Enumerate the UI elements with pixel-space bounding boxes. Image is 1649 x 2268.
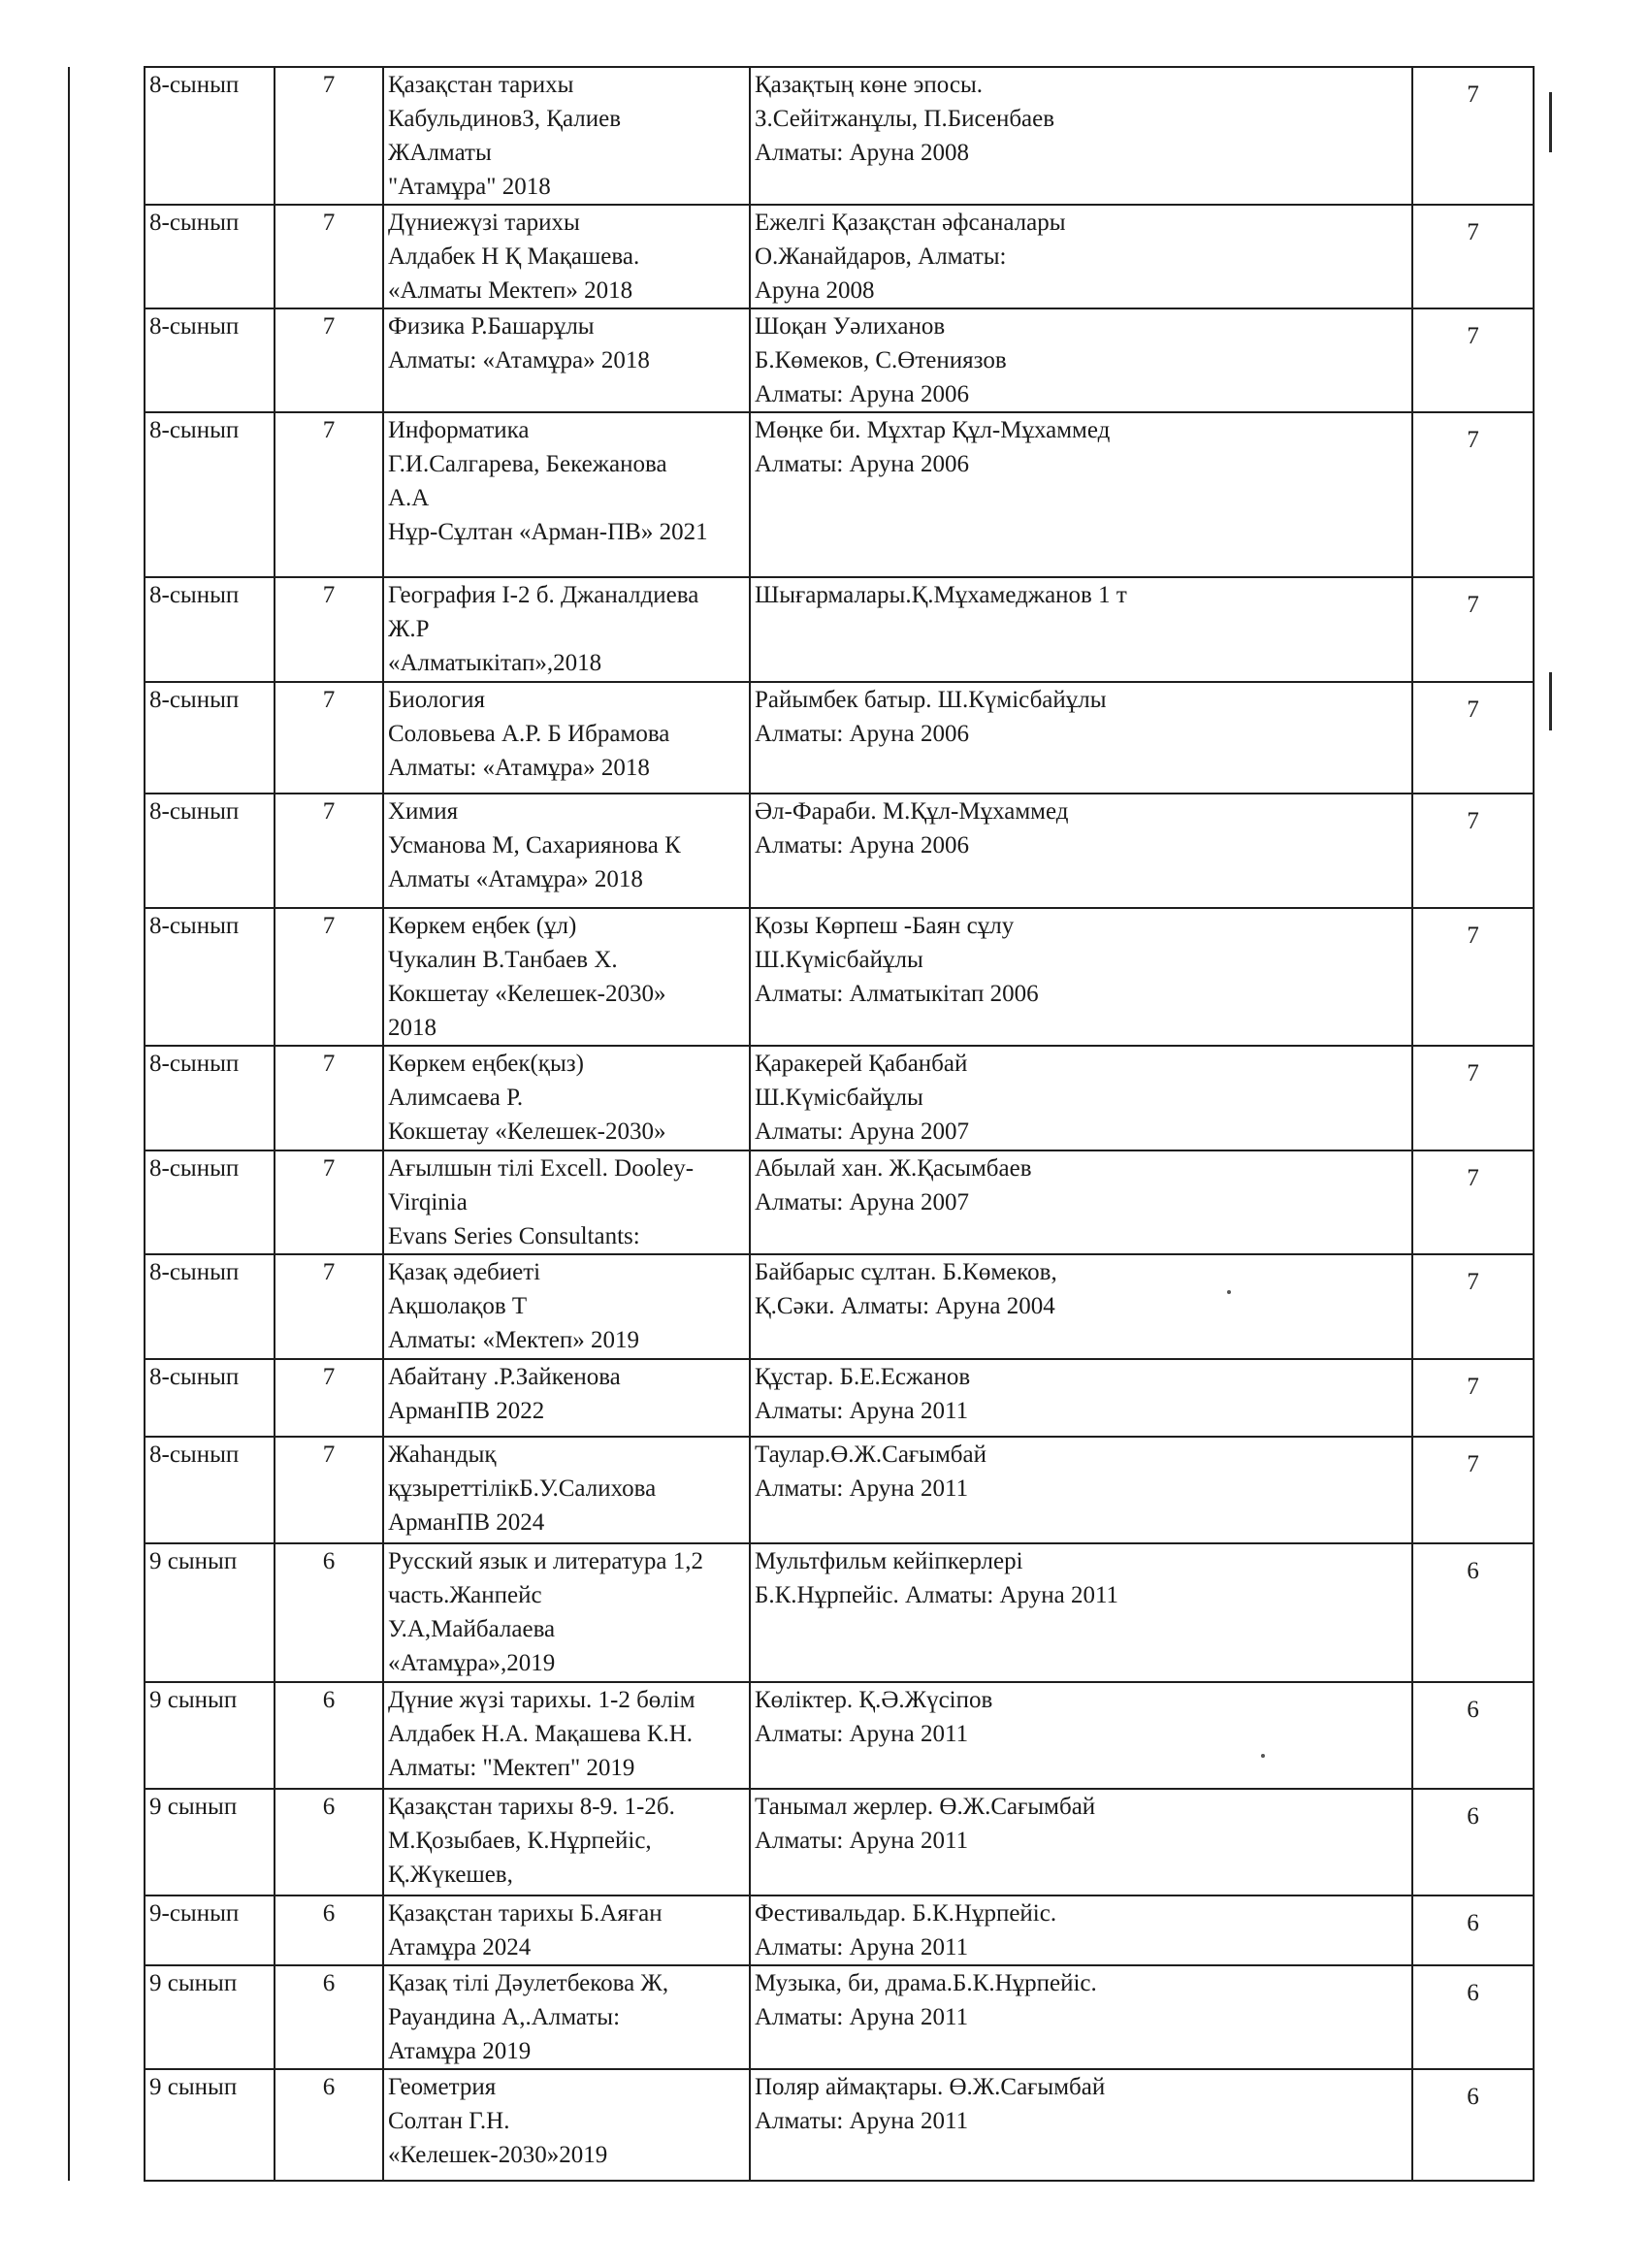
table-row [69,1254,1534,1359]
fiction-line: Алматы: Аруна 2011 [755,1828,969,1854]
fiction-line: Құстар. Б.Е.Есжанов [755,1364,971,1390]
fiction-book-cell [750,577,1412,682]
count-cell: 7 [275,682,383,794]
textbook-cell [383,1543,750,1682]
fiction-line: Алматы: Аруна 2011 [755,1475,969,1502]
blank-cell [69,1254,145,1359]
table-body [69,67,1534,2181]
scan-speck [1261,1754,1265,1758]
quantity-cell: 7 [1412,1254,1534,1359]
fiction-line: Поляр аймақтары. Ө.Ж.Сағымбай [755,2074,1106,2100]
textbook-line: Ақшолақов Т [388,1293,528,1319]
fiction-line: Әл-Фараби. М.Құл-Мұхаммед [755,798,1069,825]
textbook-cell [383,908,750,1046]
grade-cell: 9 сынып [145,1789,275,1895]
textbook-line: Рауандина А,.Алматы: [388,2004,621,2030]
grade-cell: 9 сынып [145,1543,275,1682]
fiction-line: Б.К.Нұрпейіс. Алматы: Аруна 2011 [755,1582,1119,1608]
textbook-line: Абайтану .Р.Зайкенова [388,1364,621,1390]
textbook-line: Evans Series Consultants: [388,1223,640,1249]
fiction-line: Райымбек батыр. Ш.Күмісбайұлы [755,687,1107,713]
table-row [69,1437,1534,1543]
fiction-line: Қозы Көрпеш -Баян сұлу [755,913,1015,939]
fiction-line: Фестивальдар. Б.К.Нұрпейіс. [755,1900,1057,1927]
fiction-line: Көліктер. Қ.Ә.Жүсіпов [755,1687,993,1713]
textbook-line: АрманПВ 2022 [388,1398,545,1424]
fiction-line: Алматы: Аруна 2006 [755,721,969,747]
table-row [69,682,1534,794]
fiction-book-cell [750,682,1412,794]
textbook-cell [383,1789,750,1895]
textbook-line: Қазақ әдебиеті [388,1259,541,1285]
fiction-book-cell [750,1437,1412,1543]
table-row [69,908,1534,1046]
blank-cell [69,1543,145,1682]
textbook-line: «Келешек-2030»2019 [388,2142,608,2168]
textbook-line: М.Қозыбаев, К.Нұрпейіс, [388,1828,652,1854]
grade-cell: 8-сынып [145,577,275,682]
textbook-line: Көркем еңбек (ұл) [388,913,577,939]
grade-cell: 8-сынып [145,1254,275,1359]
fiction-book-cell [750,412,1412,577]
blank-cell [69,205,145,308]
fiction-line: Ежелгі Қазақстан әфсаналары [755,210,1066,236]
textbook-cell [383,2069,750,2181]
count-cell: 6 [275,1789,383,1895]
quantity-cell: 7 [1412,412,1534,577]
textbook-line: "Атамұра" 2018 [388,174,551,200]
textbook-cell [383,794,750,908]
count-cell: 6 [275,1543,383,1682]
textbook-line: АрманПВ 2024 [388,1509,545,1536]
grade-cell: 8-сынып [145,308,275,412]
fiction-line: Алматы: Аруна 2011 [755,2004,969,2030]
grade-cell: 8-сынып [145,794,275,908]
textbook-line: Геометрия [388,2074,497,2100]
textbook-line: Ж.Р [388,616,430,642]
fiction-line: З.Сейітжанұлы, П.Бисенбаев [755,106,1055,132]
fiction-line: Алматы: Аруна 2007 [755,1118,969,1145]
textbook-line: Нұр-Сұлтан «Арман-ПВ» 2021 [388,519,708,545]
count-cell: 6 [275,1895,383,1965]
fiction-book-cell [750,1046,1412,1150]
textbook-line: 2018 [388,1015,436,1041]
count-cell: 7 [275,1150,383,1254]
textbook-line: Усманова М, Сахариянова К [388,832,681,859]
table-row [69,1895,1534,1965]
table-row [69,1046,1534,1150]
grade-cell: 9 сынып [145,1965,275,2069]
textbook-cell [383,1359,750,1437]
quantity-cell: 7 [1412,908,1534,1046]
textbook-line: Алматы: «Мектеп» 2019 [388,1327,640,1353]
fiction-line: Аруна 2008 [755,277,875,304]
blank-cell [69,682,145,794]
count-cell: 7 [275,205,383,308]
count-cell: 7 [275,67,383,205]
textbook-cell [383,1046,750,1150]
blank-cell [69,1359,145,1437]
blank-cell [69,1150,145,1254]
textbook-line: У.А,Майбалаева [388,1616,556,1642]
fiction-line: О.Жанайдаров, Алматы: [755,243,1007,270]
scan-speck [1227,1290,1231,1294]
fiction-book-cell [750,308,1412,412]
textbook-cell [383,682,750,794]
count-cell: 6 [275,2069,383,2181]
textbook-line: Атамұра 2019 [388,2038,532,2064]
fiction-book-cell [750,1359,1412,1437]
quantity-cell: 6 [1412,2069,1534,2181]
blank-cell [69,1437,145,1543]
textbook-cell [383,308,750,412]
textbook-cell [383,1254,750,1359]
fiction-line: Алматы: Аруна 2011 [755,1721,969,1747]
fiction-line: Ш.Күмісбайұлы [755,1085,923,1111]
grade-cell: 8-сынып [145,682,275,794]
grade-cell: 9-сынып [145,1895,275,1965]
fiction-book-cell [750,1543,1412,1682]
fiction-book-cell [750,2069,1412,2181]
table-row [69,1543,1534,1682]
quantity-cell: 6 [1412,1965,1534,2069]
textbook-line: Алимсаева Р. [388,1085,524,1111]
textbook-line: Virqinia [388,1189,468,1215]
table-row [69,1359,1534,1437]
blank-cell [69,1965,145,2069]
fiction-book-cell [750,1789,1412,1895]
textbook-line: Көркем еңбек(қыз) [388,1051,584,1077]
textbook-cell [383,577,750,682]
count-cell: 6 [275,1682,383,1789]
textbook-line: часть.Жанпейс [388,1582,542,1608]
textbook-line: Физика Р.Башарұлы [388,313,595,340]
fiction-line: Алматы: Аруна 2006 [755,381,969,407]
fiction-line: Алматы: Аруна 2008 [755,140,969,166]
textbook-line: Алматы «Атамұра» 2018 [388,866,643,892]
blank-cell [69,908,145,1046]
count-cell: 7 [275,1046,383,1150]
quantity-cell: 7 [1412,1359,1534,1437]
fiction-line: Мультфильм кейіпкерлері [755,1548,1023,1574]
table-row [69,308,1534,412]
blank-cell [69,412,145,577]
textbook-line: Қазақстан тарихы [388,72,574,98]
textbook-line: Кокшетау «Келешек-2030» [388,981,666,1007]
fiction-book-cell [750,1965,1412,2069]
grade-cell: 8-сынып [145,412,275,577]
textbook-line: Қазақ тілі Дәулетбекова Ж, [388,1970,669,1996]
fiction-line: Б.Көмеков, С.Өтениязов [755,347,1007,373]
count-cell: 7 [275,1254,383,1359]
textbook-line: Алдабек Н Қ Мақашева. [388,243,640,270]
fiction-book-cell [750,1895,1412,1965]
textbook-line: құзыреттілікБ.У.Салихова [388,1475,657,1502]
textbook-line: Химия [388,798,459,825]
fiction-line: Таулар.Ө.Ж.Сағымбай [755,1442,986,1468]
textbook-cell [383,1965,750,2069]
fiction-book-cell [750,205,1412,308]
textbook-line: Алматы: «Атамұра» 2018 [388,755,650,781]
fiction-line: Алматы: Аруна 2011 [755,2108,969,2134]
textbook-line: Қазақстан тарихы 8-9. 1-2б. [388,1794,675,1820]
quantity-cell: 7 [1412,577,1534,682]
quantity-cell: 7 [1412,67,1534,205]
textbook-cell [383,1150,750,1254]
grade-cell: 9 сынып [145,2069,275,2181]
textbook-line: Кокшетау «Келешек-2030» [388,1118,666,1145]
textbook-line: Солтан Г.Н. [388,2108,510,2134]
table-row [69,1682,1534,1789]
textbook-line: КабульдиновЗ, Қалиев [388,106,622,132]
textbook-line: Русский язык и литература 1,2 [388,1548,703,1574]
quantity-cell: 7 [1412,308,1534,412]
blank-cell [69,2069,145,2181]
count-cell: 7 [275,1437,383,1543]
count-cell: 7 [275,308,383,412]
books-table [68,66,1535,2182]
textbook-line: Алматы: "Мектеп" 2019 [388,1755,635,1781]
textbook-line: Алматы: «Атамұра» 2018 [388,347,650,373]
grade-cell: 8-сынып [145,1046,275,1150]
fiction-line: Алматы: Аруна 2011 [755,1398,969,1424]
textbook-line: Ағылшын тілі Excell. Dooley- [388,1155,695,1182]
textbook-line: Атамұра 2024 [388,1934,532,1960]
quantity-cell: 6 [1412,1543,1534,1682]
textbook-line: Г.И.Салгарева, Бекежанова [388,451,667,477]
margin-mark [1549,672,1552,730]
table-row [69,67,1534,205]
count-cell: 7 [275,577,383,682]
textbook-cell [383,1682,750,1789]
blank-cell [69,1895,145,1965]
blank-cell [69,1046,145,1150]
table-row [69,1789,1534,1895]
blank-cell [69,794,145,908]
fiction-line: Мөңке би. Мұхтар Құл-Мұхаммед [755,417,1111,443]
fiction-line: Алматы: Аруна 2011 [755,1934,969,1960]
blank-cell [69,577,145,682]
textbook-line: Қазақстан тарихы Б.Аяған [388,1900,663,1927]
table-row [69,205,1534,308]
textbook-line: А.А [388,485,430,511]
fiction-line: Ш.Күмісбайұлы [755,947,923,973]
grade-cell: 8-сынып [145,205,275,308]
fiction-line: Алматы: Аруна 2007 [755,1189,969,1215]
quantity-cell: 7 [1412,794,1534,908]
textbook-line: ЖАлматы [388,140,492,166]
count-cell: 7 [275,794,383,908]
textbook-line: Соловьева А.Р. Б Ибрамова [388,721,670,747]
quantity-cell: 7 [1412,682,1534,794]
grade-cell: 8-сынып [145,1359,275,1437]
table-row [69,794,1534,908]
fiction-line: Шоқан Уәлиханов [755,313,946,340]
textbook-cell [383,1895,750,1965]
textbook-line: Жаһандық [388,1442,497,1468]
table-row [69,1150,1534,1254]
fiction-book-cell [750,67,1412,205]
table-row [69,1965,1534,2069]
fiction-book-cell [750,1254,1412,1359]
textbook-cell [383,412,750,577]
fiction-line: Байбарыс сұлтан. Б.Көмеков, [755,1259,1057,1285]
blank-cell [69,1682,145,1789]
fiction-line: Қаракерей Қабанбай [755,1051,968,1077]
textbook-line: Дүние жүзі тарихы. 1-2 бөлім [388,1687,695,1713]
quantity-cell: 6 [1412,1789,1534,1895]
fiction-line: Танымал жерлер. Ө.Ж.Сағымбай [755,1794,1096,1820]
fiction-line: Алматы: Аруна 2006 [755,451,969,477]
quantity-cell: 7 [1412,1150,1534,1254]
blank-cell [69,1789,145,1895]
textbook-cell [383,205,750,308]
textbook-line: «Алматыкітап»,2018 [388,650,602,676]
count-cell: 7 [275,1359,383,1437]
count-cell: 7 [275,412,383,577]
textbook-line: «Алматы Мектеп» 2018 [388,277,633,304]
quantity-cell: 7 [1412,1437,1534,1543]
table-row [69,2069,1534,2181]
textbook-line: «Атамұра»,2019 [388,1650,556,1676]
fiction-line: Алматы: Алматыкітап 2006 [755,981,1039,1007]
textbook-line: География І-2 б. Джаналдиева [388,582,699,608]
count-cell: 6 [275,1965,383,2069]
count-cell: 7 [275,908,383,1046]
quantity-cell: 7 [1412,205,1534,308]
table-row [69,577,1534,682]
fiction-line: Қазақтың көне эпосы. [755,72,983,98]
quantity-cell: 6 [1412,1895,1534,1965]
fiction-book-cell [750,1682,1412,1789]
quantity-cell: 7 [1412,1046,1534,1150]
textbook-line: Чукалин В.Танбаев Х. [388,947,618,973]
fiction-line: Музыка, би, драма.Б.К.Нұрпейіс. [755,1970,1097,1996]
fiction-line: Шығармалары.Қ.Мұхамеджанов 1 т [755,582,1127,608]
grade-cell: 8-сынып [145,1437,275,1543]
blank-cell [69,308,145,412]
blank-cell [69,67,145,205]
fiction-line: Алматы: Аруна 2006 [755,832,969,859]
textbook-line: Биология [388,687,486,713]
textbook-cell [383,67,750,205]
margin-mark [1549,92,1552,152]
textbook-line: Қ.Жүкешев, [388,1862,513,1888]
textbook-cell [383,1437,750,1543]
fiction-book-cell [750,908,1412,1046]
fiction-book-cell [750,794,1412,908]
grade-cell: 9 сынып [145,1682,275,1789]
quantity-cell: 6 [1412,1682,1534,1789]
textbook-line: Информатика [388,417,530,443]
fiction-book-cell [750,1150,1412,1254]
grade-cell: 8-сынып [145,67,275,205]
grade-cell: 8-сынып [145,908,275,1046]
textbook-line: Дүниежүзі тарихы [388,210,580,236]
grade-cell: 8-сынып [145,1150,275,1254]
fiction-line: Қ.Сәки. Алматы: Аруна 2004 [755,1293,1055,1319]
textbook-line: Алдабек Н.А. Мақашева К.Н. [388,1721,694,1747]
table-row [69,412,1534,577]
fiction-line: Абылай хан. Ж.Қасымбаев [755,1155,1032,1182]
